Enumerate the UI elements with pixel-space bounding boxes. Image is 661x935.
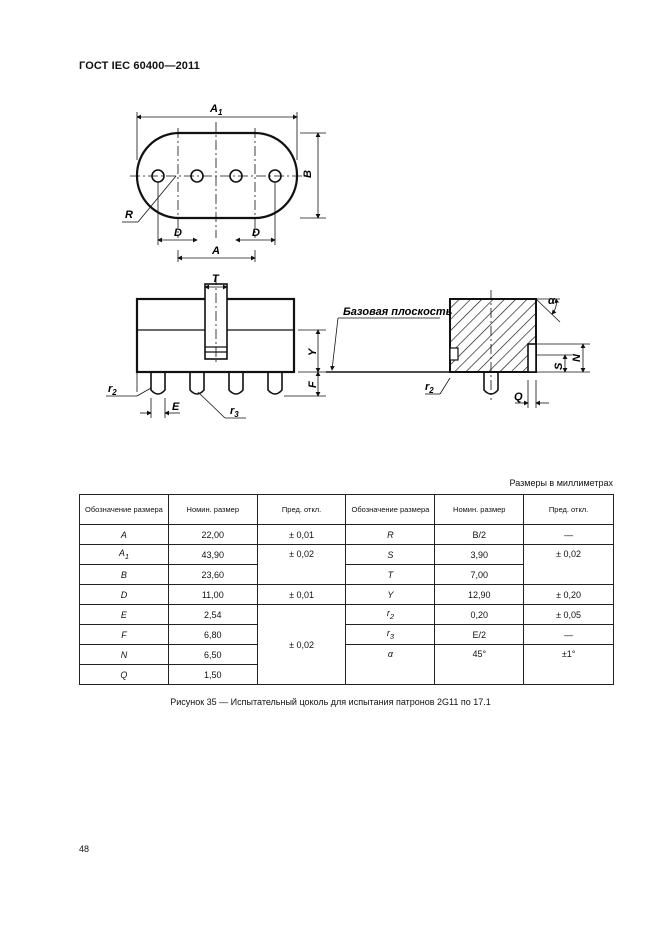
cell-nominal: 6,80 xyxy=(168,625,257,645)
cell-nominal: 7,00 xyxy=(435,565,524,585)
cell-symbol: $r_2$ xyxy=(346,605,435,625)
side-view xyxy=(106,275,326,418)
label-r: R xyxy=(125,209,133,221)
dimensions-table xyxy=(79,494,614,685)
cell-tolerance: ± 0,20 xyxy=(524,585,614,605)
cell-tolerance: ± 0,01 xyxy=(257,525,346,545)
table-header-row xyxy=(80,495,614,525)
cell-symbol: S xyxy=(346,545,435,565)
cell-symbol: Y xyxy=(346,585,435,605)
label-t: T xyxy=(212,273,219,285)
label-d-right: D xyxy=(252,227,260,239)
cell-symbol: α xyxy=(346,645,435,685)
page-number: 48 xyxy=(79,844,90,854)
label-y: Y xyxy=(307,348,319,356)
cell-nominal: 45° xyxy=(435,645,524,685)
cell-tolerance: ± 0,02 xyxy=(257,605,346,685)
col-header: Пред. откл. xyxy=(524,495,614,525)
cell-nominal: 23,60 xyxy=(168,565,257,585)
label-r3: $r_3$ xyxy=(230,405,239,419)
col-header: Номин. размер xyxy=(435,495,524,525)
col-header: Обозначение размера xyxy=(346,495,435,525)
figure-caption: Рисунок 35 — Испытательный цоколь для испытания патронов 2G11 по 17.1 xyxy=(170,697,491,707)
cell-symbol: F xyxy=(80,625,169,645)
table-row xyxy=(80,585,614,605)
cell-symbol: $r_3$ xyxy=(346,625,435,645)
cell-tolerance: — xyxy=(524,525,614,545)
label-b: B xyxy=(302,170,314,178)
cell-nominal: 11,00 xyxy=(168,585,257,605)
units-note: Размеры в миллиметрах xyxy=(509,478,613,488)
cell-symbol: R xyxy=(346,525,435,545)
label-f: F xyxy=(307,381,319,388)
label-a1: $A_1$ xyxy=(210,103,223,117)
cell-tolerance: — xyxy=(524,625,614,645)
cell-nominal: 43,90 xyxy=(168,545,257,565)
table-row xyxy=(80,625,614,645)
cell-tolerance: ± 0,05 xyxy=(524,605,614,625)
cell-nominal: B/2 xyxy=(435,525,524,545)
cell-nominal: 3,90 xyxy=(435,545,524,565)
cell-nominal: 22,00 xyxy=(168,525,257,545)
cell-tolerance: ± 0,02 xyxy=(257,545,346,585)
label-e: E xyxy=(172,401,180,413)
label-r2-section: $r_2$ xyxy=(425,381,434,395)
cell-nominal: 2,54 xyxy=(168,605,257,625)
cell-tolerance: ±1° xyxy=(524,645,614,685)
cell-symbol: D xyxy=(80,585,169,605)
table-row xyxy=(80,545,614,565)
table-row xyxy=(80,525,614,545)
cell-symbol: A xyxy=(80,525,169,545)
col-header: Обозначение размера xyxy=(80,495,169,525)
cell-symbol: T xyxy=(346,565,435,585)
label-base-plane: Базовая плоскость xyxy=(343,306,453,318)
cell-nominal: E/2 xyxy=(435,625,524,645)
label-n: N xyxy=(571,354,583,362)
top-view xyxy=(122,112,326,262)
table-row xyxy=(80,645,614,665)
cell-nominal: 1,50 xyxy=(168,665,257,685)
label-d-left: D xyxy=(174,227,182,239)
cell-tolerance: ± 0,01 xyxy=(257,585,346,605)
cell-nominal: 12,90 xyxy=(435,585,524,605)
label-alpha: α xyxy=(548,295,555,307)
label-s: S xyxy=(553,362,565,370)
cell-symbol: $A_1$ xyxy=(80,545,169,565)
table-row xyxy=(80,605,614,625)
cell-nominal: 6,50 xyxy=(168,645,257,665)
cell-nominal: 0,20 xyxy=(435,605,524,625)
cell-symbol: B xyxy=(80,565,169,585)
col-header: Пред. откл. xyxy=(257,495,346,525)
label-q: Q xyxy=(514,391,523,403)
cell-symbol: Q xyxy=(80,665,169,685)
col-header: Номин. размер xyxy=(168,495,257,525)
cell-tolerance: ± 0,02 xyxy=(524,545,614,585)
label-r2-side: $r_2$ xyxy=(108,383,117,397)
document-header: ГОСТ IEC 60400—2011 xyxy=(79,60,200,72)
cell-symbol: N xyxy=(80,645,169,665)
cell-symbol: E xyxy=(80,605,169,625)
label-a: A xyxy=(212,245,220,257)
